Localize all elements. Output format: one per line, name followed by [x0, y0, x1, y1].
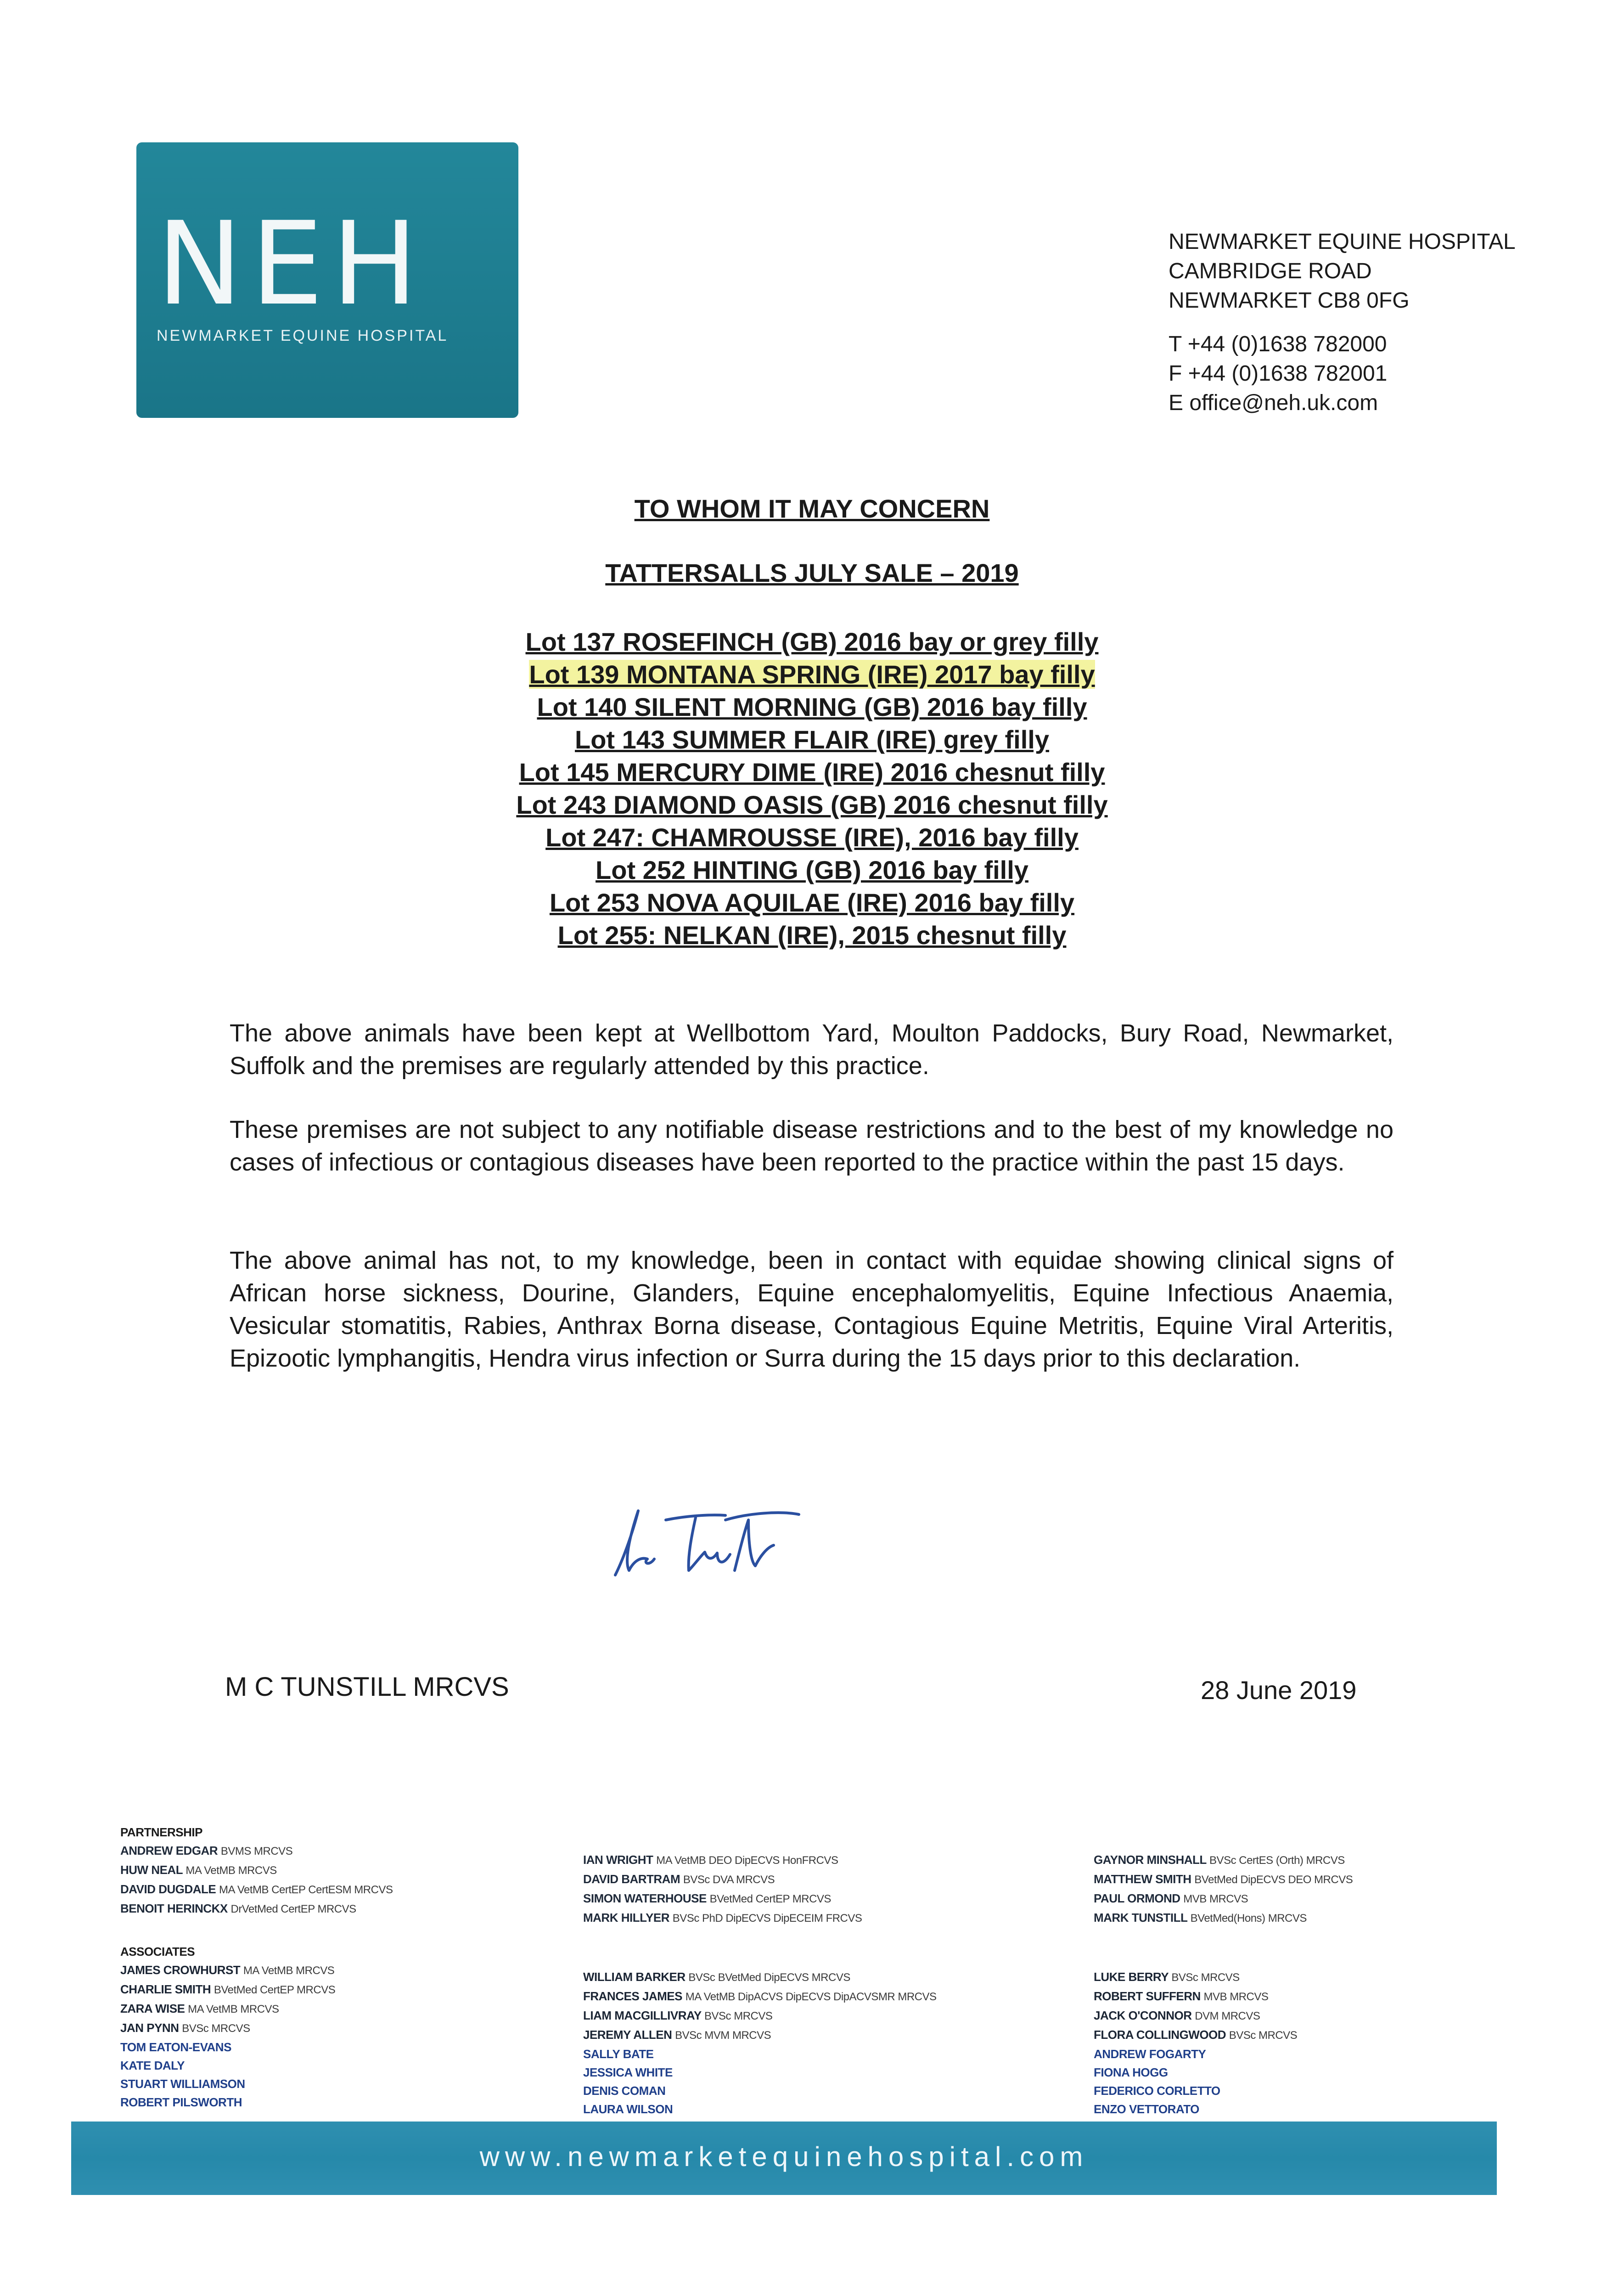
staff-credentials: BVSc DVA MRCVS — [683, 1874, 775, 1886]
staff-entry — [1094, 2006, 1297, 2026]
staff-credentials: DrVetMed CertEP MRCVS — [230, 1903, 356, 1915]
staff-entry — [583, 1851, 862, 1870]
staff-name: SIMON WATERHOUSE — [583, 1891, 707, 1905]
staff-entry — [583, 1968, 937, 1987]
staff-name: FRANCES JAMES — [583, 1989, 682, 2003]
staff-entry — [120, 1999, 335, 2019]
staff-name: JAN PYNN — [120, 2021, 179, 2035]
staff-entry — [1094, 1851, 1353, 1870]
staff-name: KATE DALY — [120, 2059, 185, 2072]
staff-credentials: DVM MRCVS — [1195, 2010, 1260, 2022]
staff-entry — [583, 2006, 937, 2026]
staff-name: WILLIAM BARKER — [583, 1970, 686, 1984]
staff-entry — [120, 1961, 335, 1980]
staff-credentials: MA VetMB DipACVS DipECVS DipACVSMR MRCVS — [685, 1991, 937, 2003]
staff-name: LAURA WILSON — [583, 2102, 673, 2116]
staff-entry — [1094, 1987, 1297, 2006]
staff-name: DAVID DUGDALE — [120, 1882, 216, 1896]
lot-item: Lot 243 DIAMOND OASIS (GB) 2016 chesnut filly — [516, 790, 1108, 819]
lot-item-highlighted — [0, 658, 1624, 691]
staff-name: JACK O'CONNOR — [1094, 2009, 1192, 2022]
staff-entry — [1094, 1870, 1353, 1889]
staff-name: MATTHEW SMITH — [1094, 1872, 1191, 1886]
staff-name: FIONA HOGG — [1094, 2065, 1168, 2079]
fax-number: F +44 (0)1638 782001 — [1169, 361, 1388, 386]
staff-name: JAMES CROWHURST — [120, 1963, 241, 1977]
staff-entry — [583, 1870, 862, 1889]
signatory-name: M C TUNSTILL MRCVS — [225, 1672, 509, 1702]
staff-name: STUART WILLIAMSON — [120, 2077, 245, 2091]
logo-tagline: NEWMARKET EQUINE HOSPITAL — [157, 327, 449, 344]
staff-credentials: MA VetMB MRCVS — [243, 1964, 335, 1977]
staff-credentials: BVSc MRCVS — [1229, 2029, 1298, 2042]
lot-item: Lot 137 ROSEFINCH (GB) 2016 bay or grey filly — [525, 627, 1099, 656]
staff-credentials: BVSc MRCVS — [704, 2010, 773, 2022]
staff-entry — [583, 2063, 937, 2082]
staff-credentials: BVetMed DipECVS DEO MRCVS — [1194, 1874, 1353, 1886]
lot-item: Lot 145 MERCURY DIME (IRE) 2016 chesnut filly — [519, 758, 1105, 787]
address-line: CAMBRIDGE ROAD — [1169, 259, 1372, 283]
address-line: NEWMARKET EQUINE HOSPITAL — [1169, 230, 1516, 254]
staff-name: ANDREW EDGAR — [120, 1844, 218, 1857]
staff-entry — [583, 1889, 862, 1908]
staff-credentials: BVSc MRCVS — [1171, 1971, 1240, 1984]
staff-name: LIAM MACGILLIVRAY — [583, 2009, 702, 2022]
staff-name: MARK TUNSTILL — [1094, 1911, 1187, 1925]
handwritten-signature — [597, 1502, 808, 1584]
staff-credentials: MA VetMB MRCVS — [185, 1864, 277, 1877]
letter-salutation: TO WHOM IT MAY CONCERN — [634, 494, 990, 523]
staff-entry — [120, 2038, 335, 2056]
staff-entry — [1094, 1968, 1297, 1987]
staff-credentials: BVSc CertES (Orth) MRCVS — [1209, 1854, 1345, 1867]
staff-name: MARK HILLYER — [583, 1911, 670, 1925]
staff-entry — [1094, 2045, 1297, 2063]
staff-name: SALLY BATE — [583, 2047, 654, 2061]
staff-credentials: BVSc BVetMed DipECVS MRCVS — [688, 1971, 850, 1984]
staff-entry — [120, 1841, 393, 1861]
staff-name: TOM EATON-EVANS — [120, 2040, 231, 2054]
staff-credentials: BVetMed CertEP MRCVS — [214, 1984, 336, 1996]
staff-name: LUKE BERRY — [1094, 1970, 1169, 1984]
lot-item: Lot 143 SUMMER FLAIR (IRE) grey filly — [575, 725, 1049, 754]
website-url: www.newmarketequinehospital.com — [479, 2141, 1089, 2172]
lot-item-text: Lot 139 MONTANA SPRING (IRE) 2017 bay filly — [529, 660, 1095, 689]
partnership-label: PARTNERSHIP — [120, 1825, 202, 1839]
staff-credentials: BVSc MRCVS — [182, 2022, 250, 2035]
body-paragraph-diseases: The above animal has not, to my knowledge, been in contact with equidae showing clinical signs of African horse sickness, Dourine, Glanders, Equine encephalomyelitis, Equine Infectious Anaemia, Vesicular stomatitis, Rabies, Anthrax Borna disease, Contagious Equine Metritis, Equine Viral Arteritis, Epizootic lymphangitis, Hendra virus infection or Surra during the 15 days prior to this declaration. — [230, 1247, 1394, 1372]
staff-entry — [120, 2075, 335, 2093]
neh-logo — [136, 142, 518, 418]
contact-details — [1169, 330, 1387, 418]
partners-column-2 — [583, 1851, 862, 1928]
staff-credentials: BVSc PhD DipECVS DipECEIM FRCVS — [672, 1912, 862, 1925]
staff-name: JEREMY ALLEN — [583, 2028, 672, 2042]
partners-column-3 — [1094, 1851, 1353, 1928]
staff-entry — [583, 2082, 937, 2100]
email-address: E office@neh.uk.com — [1169, 391, 1378, 415]
staff-name: ROBERT SUFFERN — [1094, 1989, 1201, 2003]
lot-item: Lot 252 HINTING (GB) 2016 bay filly — [596, 855, 1028, 884]
staff-entry — [1094, 2082, 1297, 2100]
associates-label: ASSOCIATES — [120, 1945, 195, 1958]
staff-entry — [120, 1980, 335, 1999]
staff-name: DENIS COMAN — [583, 2084, 666, 2098]
hospital-address — [1169, 227, 1516, 315]
staff-entry — [1094, 1889, 1353, 1908]
body-paragraph-premises: The above animals have been kept at Wellbottom Yard, Moulton Paddocks, Bury Road, Newmarket, Suffolk and the premises are regularly attended by this practice. — [230, 1019, 1394, 1080]
staff-name: DAVID BARTRAM — [583, 1872, 680, 1886]
lot-item: Lot 247: CHAMROUSSE (IRE), 2016 bay filly — [545, 823, 1079, 852]
staff-entry — [120, 2093, 335, 2111]
staff-entry — [583, 2100, 937, 2118]
staff-name: IAN WRIGHT — [583, 1853, 653, 1867]
staff-entry — [1094, 2100, 1297, 2118]
footer-bar — [71, 2122, 1497, 2195]
lot-item: Lot 255: NELKAN (IRE), 2015 chesnut filly — [557, 921, 1067, 950]
staff-entry — [1094, 2026, 1297, 2045]
staff-credentials: BVetMed CertEP MRCVS — [709, 1893, 831, 1905]
associates-column-2 — [583, 1968, 937, 2118]
staff-entry — [120, 1880, 393, 1899]
body-paragraph-restrictions: These premises are not subject to any notifiable disease restrictions and to the best of my knowledge no cases of infectious or contagious diseases have been reported to the practice within the past 15 days. — [230, 1116, 1394, 1176]
staff-name: ANDREW FOGARTY — [1094, 2047, 1206, 2061]
staff-entry — [583, 1987, 937, 2006]
staff-name: BENOIT HERINCKX — [120, 1902, 228, 1915]
staff-name: HUW NEAL — [120, 1863, 183, 1877]
staff-name: JESSICA WHITE — [583, 2065, 673, 2079]
staff-entry — [1094, 2063, 1297, 2082]
partners-column-1 — [120, 1823, 393, 1919]
lot-item: Lot 140 SILENT MORNING (GB) 2016 bay filly — [537, 692, 1087, 721]
staff-name: FLORA COLLINGWOOD — [1094, 2028, 1226, 2042]
associates-column-3 — [1094, 1968, 1297, 2118]
staff-name: PAUL ORMOND — [1094, 1891, 1180, 1905]
staff-entry — [120, 2056, 335, 2075]
associates-column-1 — [120, 1942, 335, 2111]
address-line: NEWMARKET CB8 0FG — [1169, 288, 1410, 313]
phone-number: T +44 (0)1638 782000 — [1169, 332, 1387, 356]
staff-entry — [120, 1861, 393, 1880]
staff-name: ENZO VETTORATO — [1094, 2102, 1199, 2116]
staff-credentials: MVB MRCVS — [1183, 1893, 1248, 1905]
staff-credentials: BVetMed(Hons) MRCVS — [1190, 1912, 1307, 1925]
staff-name: CHARLIE SMITH — [120, 1982, 211, 1996]
letter-date: 28 June 2019 — [1201, 1676, 1357, 1705]
staff-credentials: MVB MRCVS — [1203, 1991, 1269, 2003]
staff-name: ZARA WISE — [120, 2002, 185, 2015]
logo-letters: NEH — [157, 197, 426, 331]
staff-entry — [120, 1899, 393, 1919]
staff-credentials: BVMS MRCVS — [220, 1845, 293, 1857]
lot-list — [0, 625, 1624, 951]
staff-entry — [583, 1908, 862, 1928]
staff-name: ROBERT PILSWORTH — [120, 2095, 242, 2109]
staff-entry — [583, 2045, 937, 2063]
staff-entry — [1094, 1908, 1353, 1928]
staff-credentials: BVSc MVM MRCVS — [675, 2029, 771, 2042]
staff-entry — [583, 2026, 937, 2045]
staff-credentials: MA VetMB MRCVS — [188, 2003, 279, 2015]
staff-credentials: MA VetMB CertEP CertESM MRCVS — [219, 1884, 393, 1896]
staff-credentials: MA VetMB DEO DipECVS HonFRCVS — [656, 1854, 838, 1867]
sale-title: TATTERSALLS JULY SALE – 2019 — [605, 558, 1019, 587]
staff-name: FEDERICO CORLETTO — [1094, 2084, 1220, 2098]
staff-name: GAYNOR MINSHALL — [1094, 1853, 1207, 1867]
lot-item: Lot 253 NOVA AQUILAE (IRE) 2016 bay filly — [549, 888, 1075, 917]
staff-entry — [120, 2019, 335, 2038]
